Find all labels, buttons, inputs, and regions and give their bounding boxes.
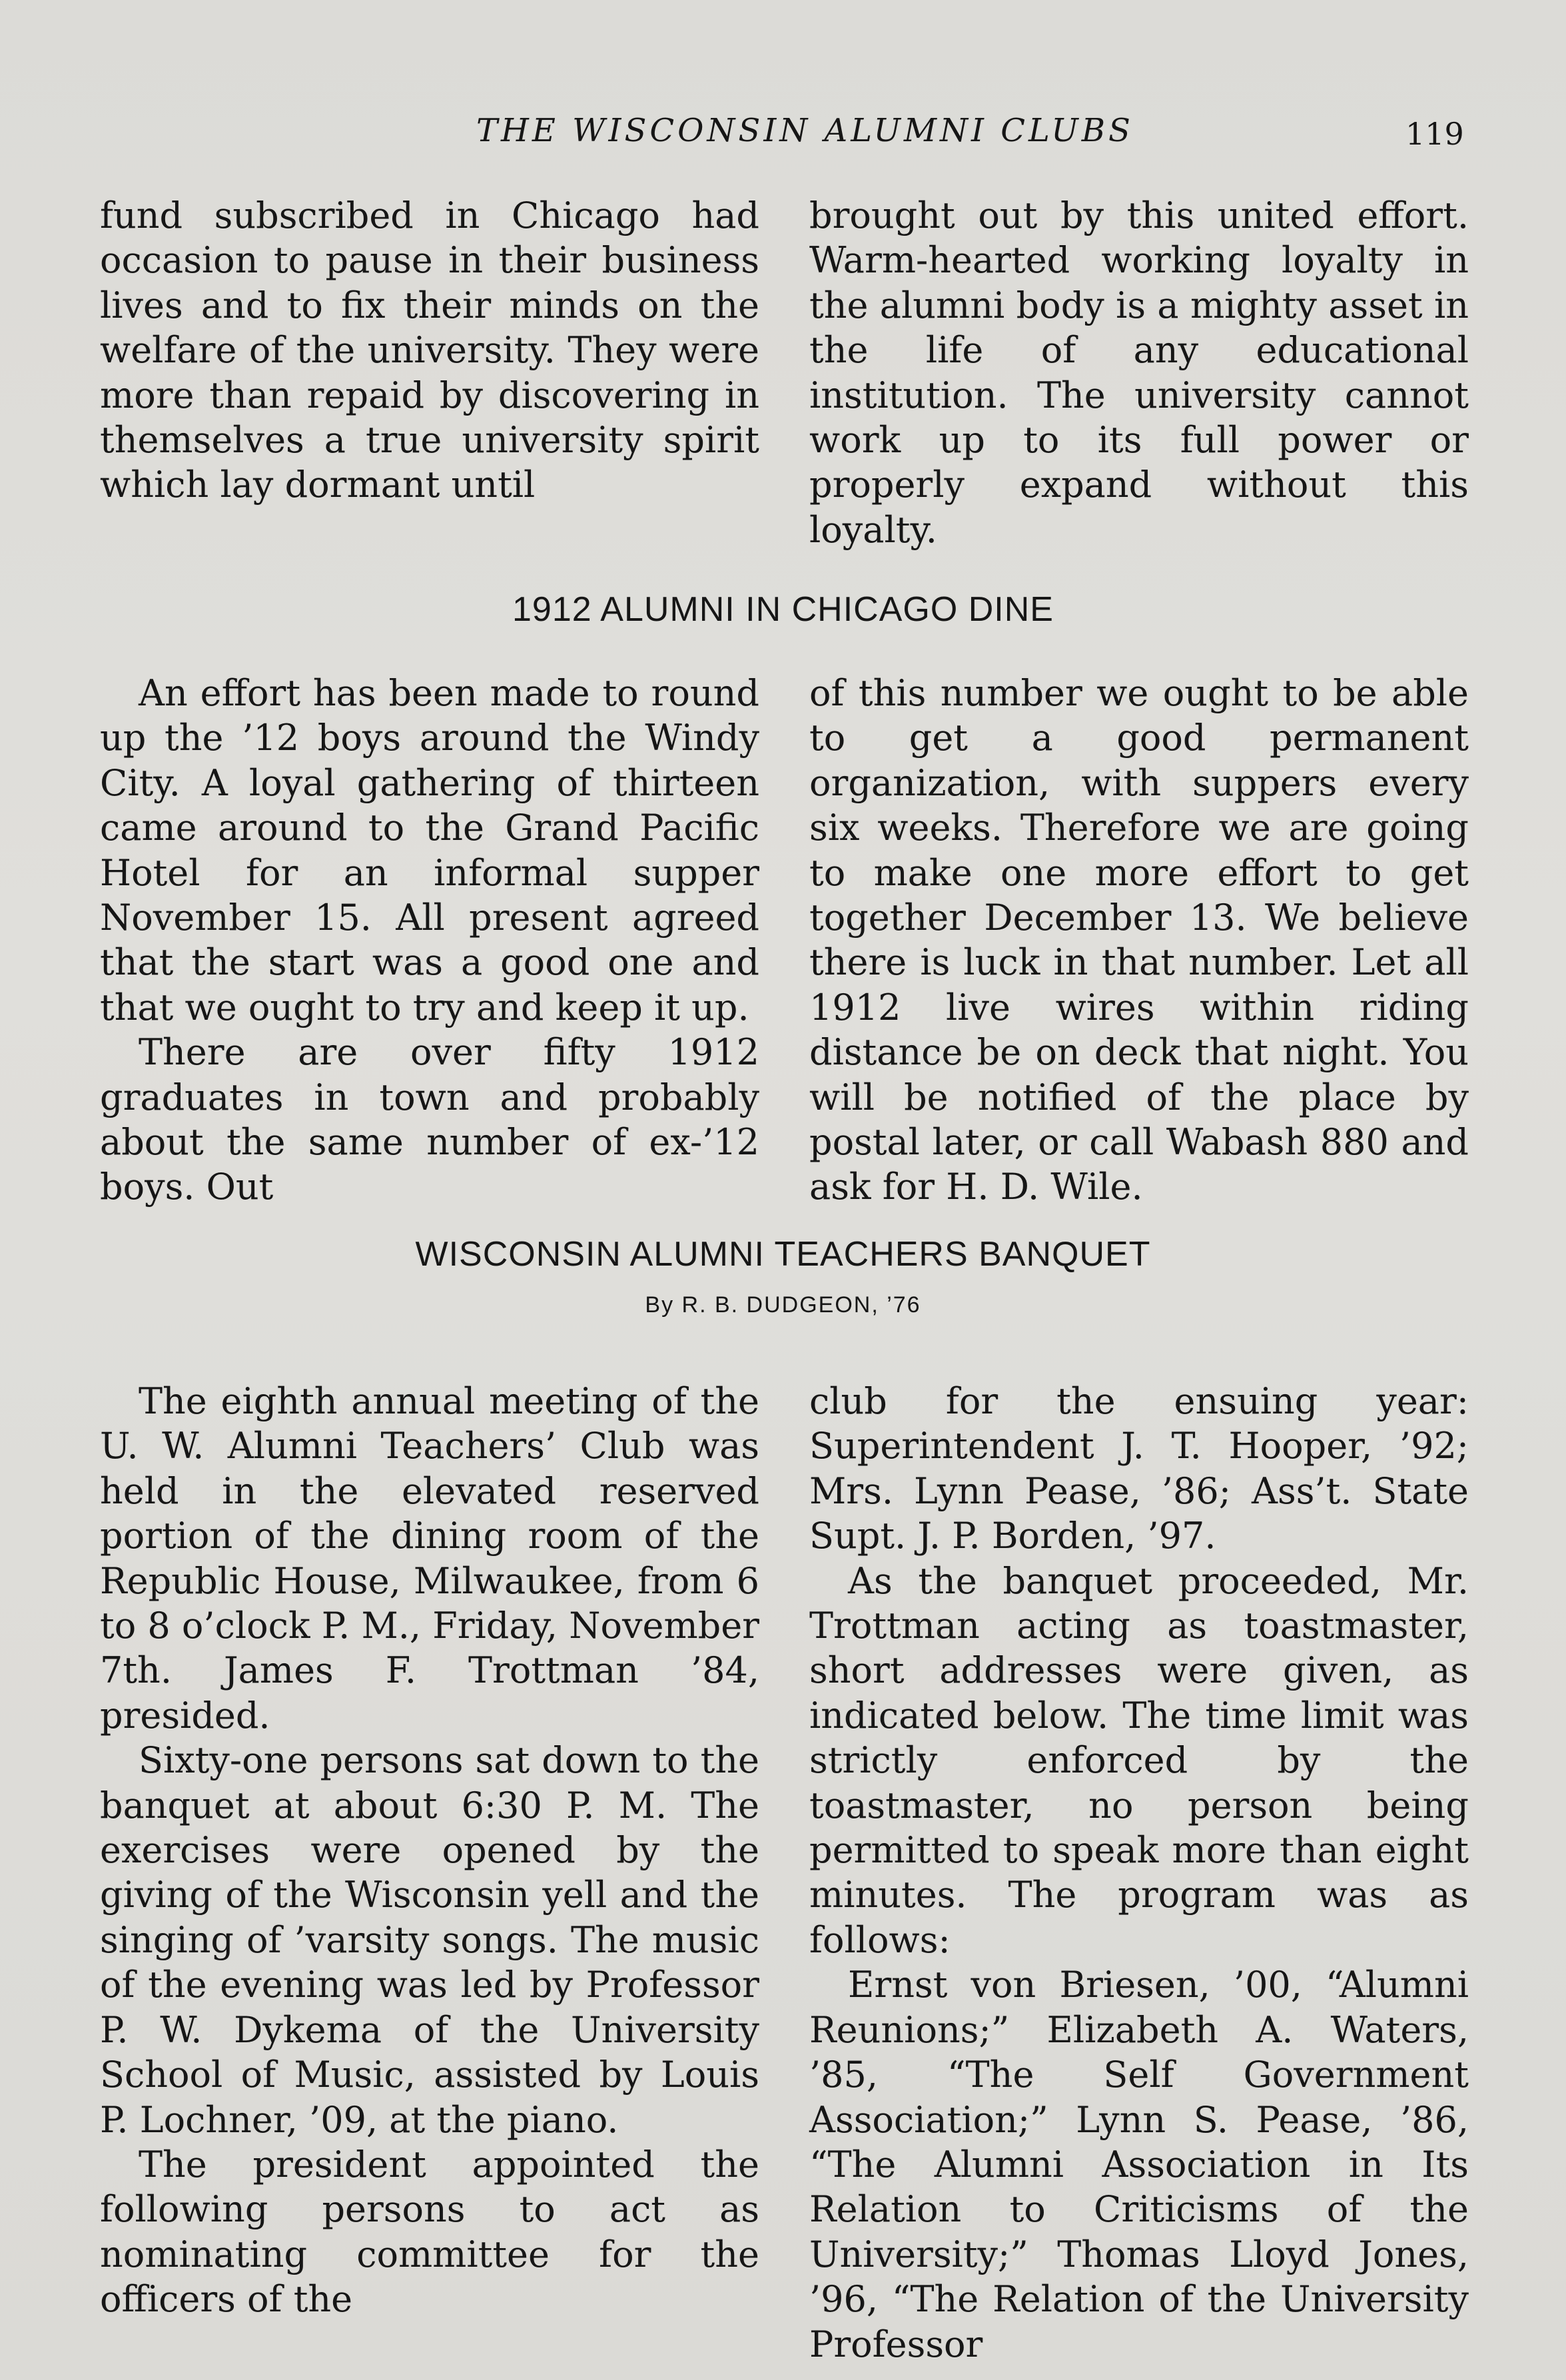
page-number: 119 xyxy=(1405,116,1464,152)
intro-right-paragraph: brought out by this united effort. Warm-hearted working loyalty in the alumni body is a mighty asset in the life of any educational institution. The university cannot work up to its full power or properly expand without this loyalty. xyxy=(809,195,1469,551)
article-2-paragraph: The eighth annual meeting of the U. W. Alumni Teachers’ Club was held in the elevated reserved portion of the dining room of the Republic House, Milwaukee, from 6 to 8 o’clock P. M., Friday, November 7th. James F. Trottman ’84, presided. xyxy=(100,1380,759,1737)
running-head: THE WISCONSIN ALUMNI CLUBS xyxy=(476,112,1134,149)
article-2-paragraph: Ernst von Briesen, ’00, “Alumni Reunions;” Elizabeth A. Waters, ’85, “The Self Government Association;” Lynn S. Pease, ’86, “The Alumni Association in Its Relation to Criticisms of the University;” Thomas Lloyd Jones, ’96, “The Relation of the University Professor xyxy=(809,1964,1469,2365)
page-header xyxy=(0,112,1566,152)
article-2-byline: By R. B. DUDGEON, ’76 xyxy=(645,1292,921,1318)
article-2-paragraph: Sixty-one persons sat down to the banquet at about 6:30 P. M. The exercises were opened by the giving of the Wisconsin yell and the singing of ’varsity songs. The music of the evening was led by Professor P. W. Dykema of the University School of Music, assisted by Louis P. Lochner, ’09, at the piano. xyxy=(100,1739,759,2141)
article-2-right-column xyxy=(809,1379,1469,2367)
article-2-paragraph: As the banquet proceeded, Mr. Trottman acting as toastmaster, short addresses were given, as indicated below. The time limit was strictly enforced by the toastmaster, no person being permitted to speak more than eight minutes. The program was as follows: xyxy=(809,1559,1469,1961)
article-1-right-column xyxy=(809,671,1469,1210)
article-1-paragraph: of this number we ought to be able to get a good permanent organization, with suppers every six weeks. Therefore we are going to make one more effort to get together December 13. We believe there is luck in that number. Let all 1912 live wires within riding distance be on deck that night. You will be notified of the place by postal later, or call Wabash 880 and ask for H. D. Wile. xyxy=(809,672,1469,1208)
article-1-title: 1912 ALUMNI IN CHICAGO DINE xyxy=(512,590,1054,629)
article-2-paragraph: The president appointed the following persons to act as nominating committee for the officers of the xyxy=(100,2143,759,2321)
article-1-left-column xyxy=(100,671,759,1210)
intro-left-paragraph: fund subscribed in Chicago had occasion to pause in their business lives and to fix their minds on the welfare of the university. They were more than repaid by discovering in themselves a true university spirit which lay dormant until xyxy=(100,195,759,506)
article-1-paragraph: There are over fifty 1912 graduates in town and probably about the same number of ex-’12 boys. Out xyxy=(100,1031,759,1208)
intro-left-column xyxy=(100,193,759,508)
article-2-left-column xyxy=(100,1379,759,2322)
article-1-paragraph: An effort has been made to round up the ’12 boys around the Windy City. A loyal gathering of thirteen came around to the Grand Pacific Hotel for an informal supper November 15. All present agreed that the start was a good one and that we ought to try and keep it up. xyxy=(100,672,759,1028)
article-2-title: WISCONSIN ALUMNI TEACHERS BANQUET xyxy=(415,1235,1151,1274)
article-2-paragraph: club for the ensuing year: Superintendent J. T. Hooper, ’92; Mrs. Lynn Pease, ’86; Ass’t. State Supt. J. P. Borden, ’97. xyxy=(809,1380,1469,1557)
intro-right-column xyxy=(809,193,1469,552)
